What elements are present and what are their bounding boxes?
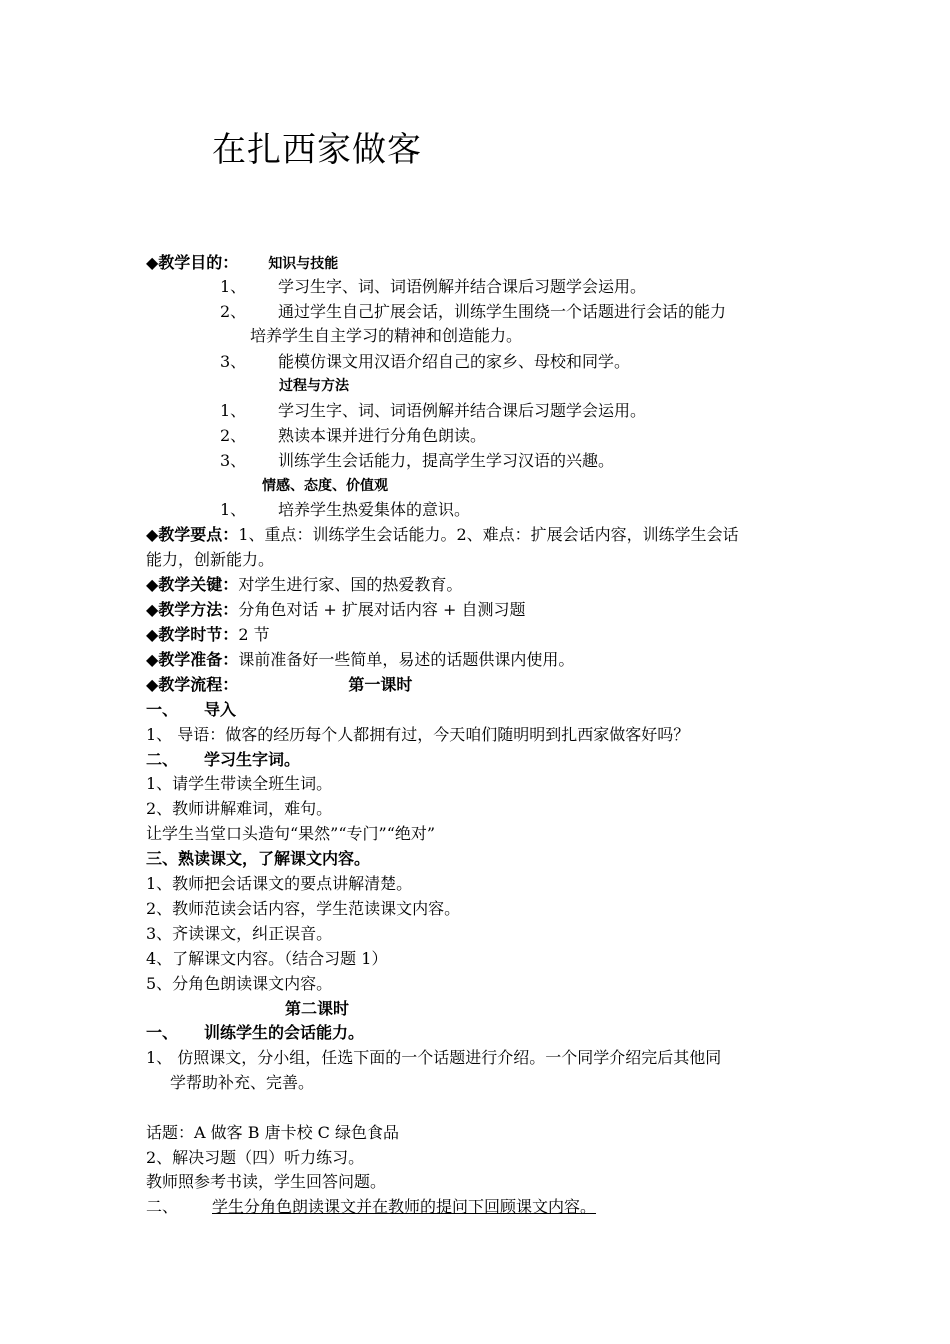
- list-item: 让学生当堂口头造句“果然”“专门”“绝对”: [146, 824, 436, 843]
- list-item: 2、解决习题（四）听力练习。: [146, 1148, 365, 1167]
- topics-line: 话题：A 做客 B 唐卡校 C 绿色食品: [146, 1123, 399, 1142]
- list-item: 1、 学习生字、词、词语例解并结合课后习题学会运用。: [220, 277, 647, 296]
- list-item: 1、请学生带读全班生词。: [146, 774, 333, 793]
- section-heading: 一、 训练学生的会话能力。: [146, 1023, 365, 1042]
- points-line-cont: 能力，创新能力。: [146, 550, 275, 569]
- list-item: 3、 能模仿课文用汉语介绍自己的家乡、母校和同学。: [220, 352, 631, 371]
- lesson2-heading: 第二课时: [285, 999, 350, 1018]
- list-item: 5、分角色朗读课文内容。: [146, 974, 333, 993]
- doc-title: 在扎西家做客: [212, 130, 422, 170]
- list-item: 1、教师把会话课文的要点讲解清楚。: [146, 874, 413, 893]
- points-line: ◆教学要点：1、重点：训练学生会话能力。2、难点：扩展会话内容，训练学生会话: [146, 525, 739, 544]
- list-item-continuation: 学帮助补充、完善。: [170, 1073, 315, 1092]
- list-item: 1、 培养学生热爱集体的意识。: [220, 500, 471, 519]
- list-item: 2、 熟读本课并进行分角色朗读。: [220, 426, 487, 445]
- objectives-heading-2: 过程与方法: [279, 378, 349, 394]
- objectives-line: [146, 251, 338, 276]
- objectives-heading-1: 知识与技能: [268, 256, 339, 272]
- list-item-continuation: 培养学生自主学习的精神和创造能力。: [250, 326, 523, 345]
- list-item: 2、教师讲解难词，难句。: [146, 799, 333, 818]
- list-item: 2、教师范读会话内容，学生范读课文内容。: [146, 899, 461, 918]
- objectives-label: ◆教学目的：: [146, 253, 239, 272]
- objectives-heading-3: 情感、态度、价值观: [262, 478, 388, 494]
- list-item: 1、 导语：做客的经历每个人都拥有过，今天咱们随明明到扎西家做客好吗？: [146, 725, 690, 744]
- method-line: ◆教学方法：分角色对话 + 扩展对话内容 + 自测习题: [146, 600, 526, 619]
- flow-line: ◆教学流程： 第一课时: [146, 675, 413, 694]
- list-item: 教师照参考书读，学生回答问题。: [146, 1172, 387, 1191]
- section-heading: 二、 学生分角色朗读课文并在教师的提问下回顾课文内容。: [146, 1197, 597, 1216]
- list-item: 2、 通过学生自己扩展会话，训练学生围绕一个话题进行会话的能力: [220, 302, 727, 321]
- list-item: 4、了解课文内容。（结合习题 1）: [146, 949, 388, 968]
- list-item: 3、齐读课文，纠正误音。: [146, 924, 333, 943]
- section-heading: 二、 学习生字词。: [146, 750, 301, 769]
- list-item: 1、 仿照课文，分小组，任选下面的一个话题进行介绍。一个同学介绍完后其他同: [146, 1048, 722, 1067]
- prep-line: ◆教学准备：课前准备好一些简单，易述的话题供课内使用。: [146, 650, 575, 669]
- key-line: ◆教学关键：对学生进行家、国的热爱教育。: [146, 575, 463, 594]
- list-item: 3、 训练学生会话能力，提高学生学习汉语的兴趣。: [220, 451, 615, 470]
- lesson1-heading: 第一课时: [348, 675, 413, 694]
- hours-line: ◆教学时节：2 节: [146, 625, 270, 644]
- section-heading: 三、熟读课文，了解课文内容。: [146, 849, 371, 868]
- section-heading: 一、 导入: [146, 700, 237, 719]
- list-item: 1、 学习生字、词、词语例解并结合课后习题学会运用。: [220, 401, 647, 420]
